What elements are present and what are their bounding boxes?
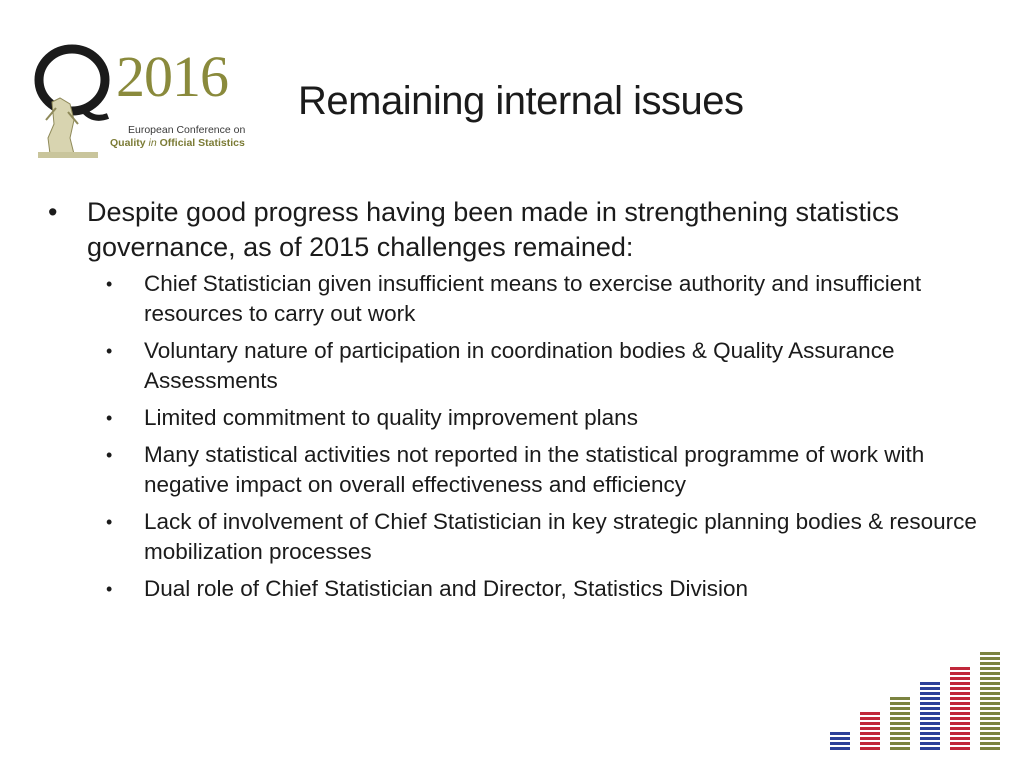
sub-bullet-list: [48, 269, 988, 604]
list-item: [48, 403, 988, 433]
logo-conference-text: European Conference on: [128, 124, 246, 136]
logo-quality-text: [110, 137, 245, 149]
bullet-icon: •: [106, 408, 113, 428]
decorative-bar-graphic: [826, 646, 1004, 752]
bullet-icon: •: [106, 274, 113, 294]
logo-official-statistics: Official Statistics: [159, 137, 245, 149]
decorative-bar: [830, 732, 850, 750]
conference-logo: [30, 42, 250, 164]
sub-bullet-text: Dual role of Chief Statistician and Director, Statistics Division: [144, 576, 748, 601]
main-bullet: [48, 195, 988, 265]
bullet-icon: •: [106, 579, 113, 599]
bullet-icon: •: [106, 512, 113, 532]
decorative-bar: [920, 682, 940, 750]
bullet-icon: •: [48, 197, 58, 227]
bullet-icon: •: [106, 445, 113, 465]
decorative-bar: [860, 712, 880, 750]
sub-bullet-text: Lack of involvement of Chief Statistician in key strategic planning bodies & resource mobilization processes: [144, 509, 977, 564]
logo-in-word: in: [148, 137, 157, 149]
list-item: [48, 440, 988, 500]
logo-year: 2016: [116, 44, 228, 109]
logo-quality-word: Quality: [110, 137, 146, 149]
list-item: [48, 574, 988, 604]
list-item: [48, 269, 988, 329]
sub-bullet-text: Voluntary nature of participation in coordination bodies & Quality Assurance Assessments: [144, 338, 895, 393]
sub-bullet-text: Chief Statistician given insufficient means to exercise authority and insufficient resources to carry out work: [144, 271, 922, 326]
decorative-bar: [950, 667, 970, 750]
main-bullet-text: Despite good progress having been made in strengthening statistics governance, as of 2015 challenges remained:: [87, 197, 899, 262]
list-item: [48, 336, 988, 396]
list-item: [48, 507, 988, 567]
decorative-bar: [980, 652, 1000, 750]
slide-body: [48, 195, 988, 611]
slide-title: Remaining internal issues: [298, 79, 744, 123]
sub-bullet-text: Limited commitment to quality improvement plans: [144, 405, 638, 430]
sub-bullet-text: Many statistical activities not reported in the statistical programme of work with negative impact on overall effectiveness and efficiency: [144, 442, 925, 497]
bullet-icon: •: [106, 341, 113, 361]
decorative-bar: [890, 697, 910, 750]
